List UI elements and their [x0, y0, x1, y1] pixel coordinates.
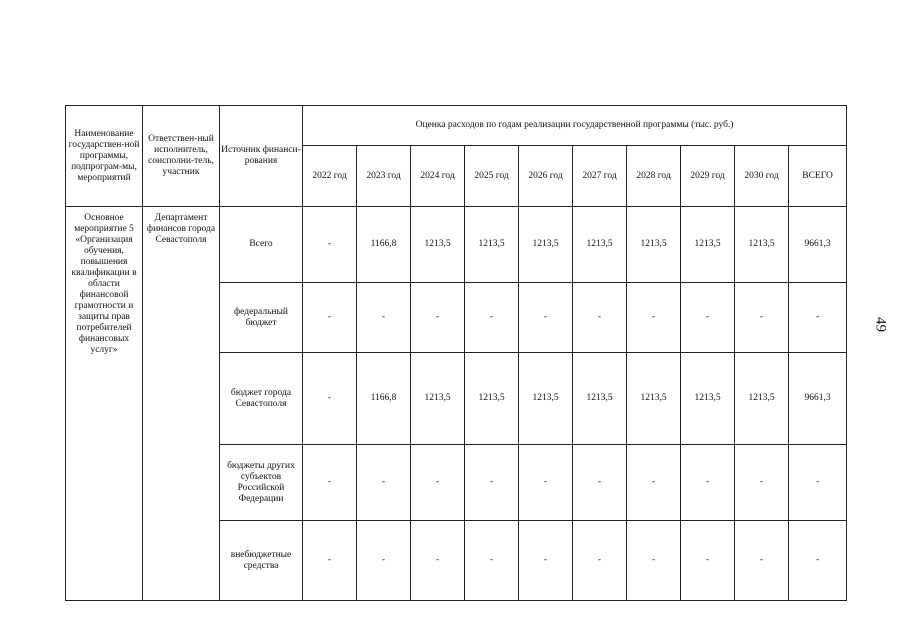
- value-cell: 1213,5: [519, 353, 573, 445]
- value-cell: 1213,5: [681, 207, 735, 283]
- value-cell: 1166,8: [357, 353, 411, 445]
- value-cell: 1213,5: [681, 353, 735, 445]
- value-cell: -: [735, 445, 789, 521]
- header-year: 2026 год: [519, 146, 573, 207]
- value-cell: 1213,5: [627, 207, 681, 283]
- header-year: 2024 год: [411, 146, 465, 207]
- total-cell: -: [789, 521, 847, 601]
- source-cell: федеральный бюджет: [220, 283, 303, 353]
- header-year: 2029 год: [681, 146, 735, 207]
- header-year: 2030 год: [735, 146, 789, 207]
- budget-table: [65, 105, 847, 601]
- value-cell: -: [357, 283, 411, 353]
- header-year: 2022 год: [303, 146, 357, 207]
- value-cell: -: [681, 521, 735, 601]
- executor-cell: Департамент финансов города Севастополя: [143, 207, 220, 601]
- value-cell: -: [411, 521, 465, 601]
- value-cell: 1166,8: [357, 207, 411, 283]
- header-funding-source: Источник финанси-рования: [220, 106, 303, 207]
- program-name-cell: Основное мероприятие 5 «Организация обучения, повышения квалификации в области финансовой грамотности и защиты прав потребителей финансовых услуг»: [66, 207, 143, 601]
- value-cell: 1213,5: [627, 353, 681, 445]
- value-cell: -: [303, 445, 357, 521]
- value-cell: 1213,5: [411, 353, 465, 445]
- value-cell: -: [303, 283, 357, 353]
- value-cell: -: [465, 283, 519, 353]
- source-cell: бюджет города Севастополя: [220, 353, 303, 445]
- header-executor: Ответствен-ный исполнитель, соисполни-тель, участник: [143, 106, 220, 207]
- source-cell: Всего: [220, 207, 303, 283]
- total-cell: 9661,3: [789, 207, 847, 283]
- value-cell: -: [735, 283, 789, 353]
- header-total: ВСЕГО: [789, 146, 847, 207]
- header-year: 2025 год: [465, 146, 519, 207]
- value-cell: -: [627, 521, 681, 601]
- value-cell: -: [303, 521, 357, 601]
- value-cell: -: [627, 445, 681, 521]
- value-cell: -: [573, 521, 627, 601]
- value-cell: -: [681, 445, 735, 521]
- header-year: 2027 год: [573, 146, 627, 207]
- value-cell: 1213,5: [465, 207, 519, 283]
- value-cell: 1213,5: [465, 353, 519, 445]
- value-cell: -: [519, 445, 573, 521]
- value-cell: -: [411, 445, 465, 521]
- value-cell: -: [303, 207, 357, 283]
- header-year: 2023 год: [357, 146, 411, 207]
- value-cell: -: [357, 445, 411, 521]
- value-cell: 1213,5: [735, 353, 789, 445]
- value-cell: -: [627, 283, 681, 353]
- value-cell: 1213,5: [519, 207, 573, 283]
- value-cell: -: [519, 521, 573, 601]
- total-cell: -: [789, 283, 847, 353]
- value-cell: -: [357, 521, 411, 601]
- value-cell: -: [303, 353, 357, 445]
- value-cell: 1213,5: [573, 207, 627, 283]
- header-estimate-title: Оценка расходов по годам реализации государственной программы (тыс. руб.): [303, 106, 847, 146]
- page-number: 49: [872, 317, 889, 332]
- total-cell: 9661,3: [789, 353, 847, 445]
- value-cell: -: [519, 283, 573, 353]
- value-cell: -: [681, 283, 735, 353]
- header-program-name: Наименование государствен-ной программы, подпрограм-мы, мероприятий: [66, 106, 143, 207]
- total-cell: -: [789, 445, 847, 521]
- source-cell: бюджеты других субъектов Российской Федерации: [220, 445, 303, 521]
- header-year: 2028 год: [627, 146, 681, 207]
- value-cell: -: [573, 445, 627, 521]
- value-cell: -: [465, 445, 519, 521]
- value-cell: -: [411, 283, 465, 353]
- value-cell: 1213,5: [573, 353, 627, 445]
- value-cell: -: [465, 521, 519, 601]
- value-cell: -: [735, 521, 789, 601]
- value-cell: 1213,5: [411, 207, 465, 283]
- value-cell: 1213,5: [735, 207, 789, 283]
- value-cell: -: [573, 283, 627, 353]
- source-cell: внебюджетные средства: [220, 521, 303, 601]
